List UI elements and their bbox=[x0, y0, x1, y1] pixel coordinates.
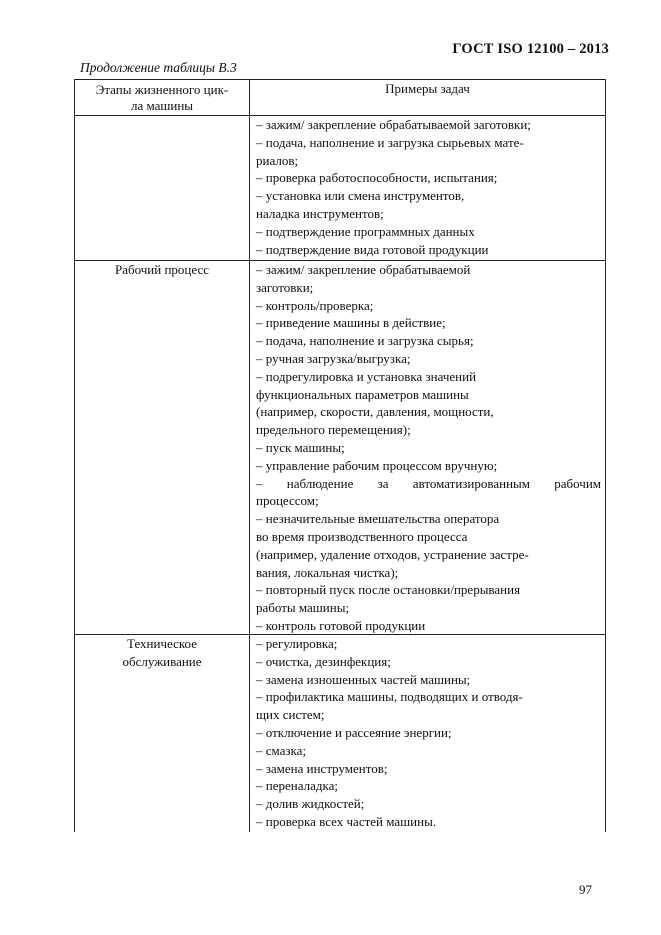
stage-line: Рабочий процесс bbox=[114, 262, 210, 277]
task-line: – приведение машины в действие; bbox=[256, 315, 446, 331]
row-3-stage bbox=[75, 635, 249, 671]
task-line: щих систем; bbox=[256, 707, 325, 723]
task-line: работы машины; bbox=[256, 600, 350, 616]
task-line: заготовки; bbox=[256, 279, 314, 295]
lifecycle-table bbox=[74, 79, 606, 832]
task-line: процессом; bbox=[256, 493, 319, 509]
task-line: – подтверждение вида готовой продукции bbox=[256, 241, 489, 257]
row-2-tasks bbox=[256, 261, 601, 635]
task-line: – отключение и рассеяние энергии; bbox=[256, 724, 452, 740]
page-number: 97 bbox=[579, 882, 592, 897]
task-line: – контроль готовой продукции bbox=[256, 617, 426, 633]
task-line: – управление рабочим процессом вручную; bbox=[256, 457, 498, 473]
task-line: наладка инструментов; bbox=[256, 205, 384, 221]
task-line: (например, скорости, давления, мощности, bbox=[256, 404, 494, 420]
column-header-stage-line: Этапы жизненного цик- bbox=[95, 81, 229, 97]
task-line: – зажим/ закрепление обрабатываемой заготовки; bbox=[256, 117, 531, 132]
task-line: – пуск машины; bbox=[256, 439, 345, 455]
task-line: – проверка всех частей машины. bbox=[256, 813, 437, 829]
task-line: – проверка работоспособности, испытания; bbox=[256, 170, 498, 186]
task-line: функциональных параметров машины bbox=[256, 386, 469, 402]
task-line: – замена инструментов; bbox=[256, 760, 388, 776]
table-column-divider bbox=[249, 79, 250, 832]
task-line: – установка или смена инструментов, bbox=[256, 188, 465, 204]
table-caption: Продолжение таблицы В.3 bbox=[80, 60, 237, 75]
task-line: – профилактика машины, подводящих и отводя- bbox=[256, 689, 523, 705]
task-line: – подтверждение программных данных bbox=[256, 223, 475, 239]
table-border-right bbox=[605, 79, 606, 832]
table-border-left bbox=[74, 79, 75, 832]
task-line: – контроль/проверка; bbox=[256, 297, 374, 313]
task-line: – подрегулировка и установка значений bbox=[256, 368, 477, 384]
stage-line: обслуживание bbox=[122, 653, 202, 669]
row-2-stage bbox=[75, 261, 249, 279]
column-header-stage-line: ла машины bbox=[130, 97, 194, 113]
task-line: – подача, наполнение и загрузка сырья; bbox=[256, 333, 474, 349]
standard-header: ГОСТ ISO 12100 – 2013 bbox=[452, 41, 609, 57]
task-line: во время производственного процесса bbox=[256, 528, 468, 544]
task-line: предельного перемещения); bbox=[256, 422, 411, 438]
task-line: – подача, наполнение и загрузка сырьевых мате- bbox=[256, 134, 524, 150]
task-line: риалов; bbox=[256, 152, 299, 168]
task-line: – ручная загрузка/выгрузка; bbox=[256, 350, 411, 366]
column-header-tasks: Примеры задач bbox=[385, 81, 470, 96]
task-line: – зажим/ закрепление обрабатываемой bbox=[256, 262, 471, 277]
task-line: – очистка, дезинфекция; bbox=[256, 653, 391, 669]
task-line: вания, локальная чистка); bbox=[256, 564, 399, 580]
task-line: – смазка; bbox=[256, 742, 307, 758]
task-line: – повторный пуск после остановки/прерывания bbox=[256, 582, 521, 598]
task-line: – замена изношенных частей машины; bbox=[256, 671, 471, 687]
task-line: – долив жидкостей; bbox=[256, 796, 365, 812]
row-1-tasks bbox=[256, 116, 601, 258]
column-header-stage bbox=[75, 80, 249, 115]
row-3-tasks bbox=[256, 635, 601, 831]
task-line: (например, удаление отходов, устранение застре- bbox=[256, 546, 529, 562]
task-line: – незначительные вмешательства оператора bbox=[256, 511, 500, 527]
task-line: – наблюдение за автоматизированным рабочим bbox=[256, 475, 601, 491]
task-line: – регулировка; bbox=[256, 636, 338, 651]
stage-line: Техническое bbox=[127, 636, 197, 651]
task-line: – переналадка; bbox=[256, 778, 338, 794]
